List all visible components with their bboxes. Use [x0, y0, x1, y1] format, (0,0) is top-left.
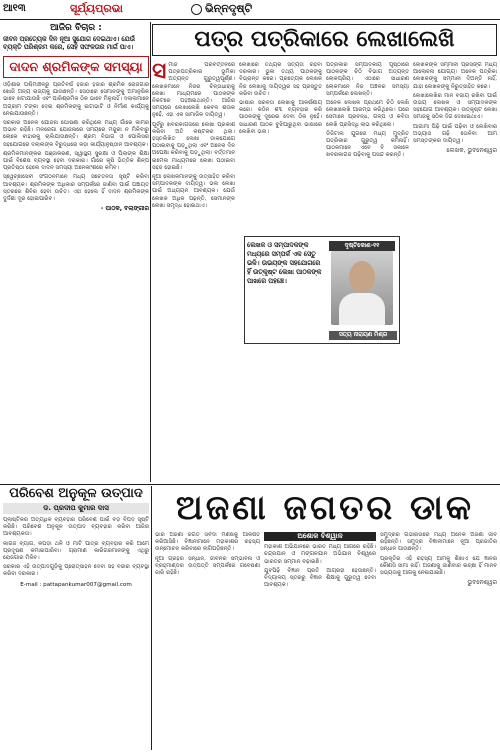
- thought-of-day-quote: ଜୀବନ ପ୍ରତ୍ୟେକ ଦିନ ନୂଆ ସୁଯୋଗ ଦେଇଥାଏ। ଯେଉଁ ବ୍ୟକ୍ତି ପରିଶ୍ରମ କରେ, ସେହି ସଫଳତାର ମାର୍ଗ ପାଏ।: [3, 36, 135, 51]
- article-paragraph: ଲେଖକଙ୍କ ସମ୍ମାନୀ ପ୍ରସଙ୍ଗ ମଧ୍ୟ ଆଲୋଚନା ଯୋଗ୍ୟ। ଅନେକ ପତ୍ରିକା ଲେଖକଙ୍କୁ ସମ୍ମାନୀ ଦିଅନ୍ତି ନାହିଁ, ଯାହା ଲେଖକଙ୍କୁ ନିରୁତ୍ସାହିତ କରେ।: [413, 62, 497, 90]
- main-headline: ପତ୍ର ପତ୍ରିକାରେ ଲେଖାଲେଖି: [152, 24, 497, 56]
- article-paragraph: ସରକାର ଅନେକ ଯୋଜନା ଘୋଷଣା କରିଥିଲେ ମଧ୍ୟ ଗାଁରେ କାମର ଅଭାବ ରହିଛି। ମନରେଗା ଯୋଜନାରେ ସମୟରେ ମଜୁରୀ ନ ମିଳିବାରୁ ଲୋକେ ବାହାରକୁ ଚାଲିଯାଉଛନ୍ତି। ଶ୍ରମ ବିଭାଗ ଓ ପୋଲିସର ସହଯୋଗରେ ଦଲାଲଙ୍କ ବିରୁଦ୍ଧରେ କଡ଼ା କାର୍ଯ୍ୟାନୁଷ୍ଠାନ ଆବଶ୍ୟକ।: [3, 120, 149, 148]
- article-paragraph: ପୂର୍ବରୁ ଖବରକାଗଜରେ ଲେଖା ପ୍ରକାଶ କରିବା ଅତି କଷ୍ଟକର ଥିଲା। ହସ୍ତଲିଖିତ ଲେଖା ଡାକଯୋଗେ ପଠାଇବାକୁ ପଡ଼ୁଥିଲା ଏବଂ ଅନେକ ଦିନ ଅପେକ୍ଷା କରିବାକୁ ପଡ଼ୁଥିଲା। ବର୍ତ୍ତମାନ ଇମେଲ ମାଧ୍ୟମରେ ଲେଖା ପଠାଇବା ସହଜ ହୋଇଛି।: [152, 121, 235, 171]
- article-paragraph: ମହାକାଶ ଅଭିଯାନରେ ଭାରତ ମଧ୍ୟ ଆଗରେ ରହିଛି। ଚନ୍ଦ୍ରଯାନ ଓ ମଙ୍ଗଳଯାନ ଅଭିଯାନ ବିଶ୍ୱରେ ଭାରତର ସମ୍ମାନ ବଢ଼ାଇଛି।: [264, 544, 376, 565]
- article-signoff: - ପାଠକ, ବଲାଙ୍ଗୀର: [100, 205, 149, 213]
- thought-of-day-title: ଆଜିର ବିଚାର :: [50, 23, 102, 33]
- photo-body: [339, 293, 385, 325]
- column-divider: [150, 22, 151, 482]
- article-paragraph: ନୂଆ ଲେଖକମାନଙ୍କୁ ଉତ୍ସାହିତ କରିବା ସମ୍ପାଦକଙ୍କ ଦାୟିତ୍ୱ। ଭଲ ଲେଖା ପାଇଁ ଅଧ୍ୟୟନ ଆବଶ୍ୟକ। ଯେଉଁ ଲେଖକ ଅଧିକ ପଢ଼ନ୍ତି, ସେମାନଙ୍କ ଲେଖା ସମୃଦ୍ଧ ହୋଇଥାଏ।: [152, 174, 235, 209]
- bottom-left-article: [3, 486, 149, 749]
- section-divider: [0, 484, 500, 485]
- author-name: ସତ୍ୟ ନାରାୟଣ ମିଶ୍ର: [329, 331, 397, 340]
- article-author: ଅଶୋକ ବିଶ୍ୱାଳ: [264, 532, 376, 541]
- article-author: ଡ. ପ୍ରଦୀପ କୁମାର ଦାସ: [3, 503, 149, 514]
- author-location: ଭୁବନେଶ୍ୱର: [467, 579, 497, 587]
- photo-head: [349, 261, 375, 293]
- article-headline: ପରିବେଶ ଅନୁକୂଳ ଉତ୍ପାଦ: [9, 486, 143, 501]
- magnifier-icon: [191, 4, 202, 15]
- article-paragraph: କାଗଜ ବ୍ୟାଗ, କପଡ଼ା ଥଳି ଓ ମାଟି ପାତ୍ର ବ୍ୟବହାର କରି ଆମେ ପ୍ରଦୂଷଣ କମାଇପାରିବା। ଗ୍ରାମୀଣ କାରିଗରମାନଙ୍କୁ ଏଥିରୁ ରୋଜଗାର ମିଳିବ।: [3, 540, 149, 562]
- section-name: ଭିନ୍ନଦୃଷ୍ଟି: [205, 2, 253, 15]
- bottom-headline: ଅଜଣା ଜଗତର ଡାକ: [175, 488, 475, 528]
- left-column: [3, 22, 149, 482]
- drop-cap: ସ: [152, 62, 167, 84]
- article-paragraph: ସମୁଦ୍ରର ଗଭୀରତାରେ ମଧ୍ୟ ଅନେକ ଅଜଣା ଜୀବ ରହିଛନ୍ତି। ସମୁଦ୍ର ବିଜ୍ଞାନୀମାନେ ନୂଆ ପ୍ରଜାତିର ସନ୍ଧାନ ପାଉଛନ୍ତି।: [380, 532, 497, 553]
- main-article-col-4: [413, 62, 497, 482]
- masthead: [0, 0, 500, 20]
- author-location: ଲେଖକ, ଭୁବନେଶ୍ୱର: [446, 147, 497, 155]
- article-paragraph: ସ୍ୱେଚ୍ଛାସେବୀ ସଂଗଠନମାନେ ମଧ୍ୟ ସଚେତନତା ସୃଷ୍ଟି କରିବା ଆବଶ୍ୟକ। ଶ୍ରମିକଙ୍କ ଅଧିକାର ସମ୍ପର୍କରେ ଜାଣିବା ପାଇଁ ପଞ୍ଚାୟତ ସ୍ତରରେ ଶିବିର ହେବା ଉଚିତ। ଏହା ହେଲେ ହିଁ ଦାଦନ ଶ୍ରମିକଙ୍କ ଦୁର୍ଦ୍ଦଶା ଦୂର ହୋଇପାରିବ।: [3, 174, 149, 203]
- article-paragraph: ଆଗାମୀ ପିଢ଼ି ପାଇଁ ପଢ଼ିବା ଓ ଲେଖିବାର ଅଭ୍ୟାସ ଗଢ଼ି ତୋଳିବା ଆମ ସମସ୍ତଙ୍କର ଦାୟିତ୍ୱ।: [413, 123, 497, 145]
- page-number: ଆ୧୩: [3, 3, 26, 14]
- article-paragraph: ଲେଖାଲେଖିର ମାନ ବଜାୟ ରଖିବା ପାଇଁ ଉଭୟ ଲେଖକ ଓ ସମ୍ପାଦକଙ୍କ ସହଯୋଗ ଆବଶ୍ୟକ। ଉତ୍କୃଷ୍ଟ ଲେଖା ସମାଜକୁ ସଠିକ ଦିଗ ଦେଖାଇଥାଏ।: [413, 92, 497, 121]
- article-paragraph: ଓଡ଼ିଶାର ପଶ୍ଚିମାଞ୍ଚଳରୁ ପ୍ରତିବର୍ଷ ହଜାର ହଜାର ଶ୍ରମିକ ରୋଜଗାର ଖୋଜି ଅନ୍ୟ ରାଜ୍ୟକୁ ଯାଉଛନ୍ତି। ସେଠାରେ ସେମାନଙ୍କୁ ଅମାନୁଷିକ ଭାବେ ଖଟାଯାଉଛି ଏବଂ ପାରିଶ୍ରମିକ ଠିକ ଭାବେ ମିଳୁନାହିଁ। ଦଲାଲମାନେ ଅଗ୍ରୀମ ଟଙ୍କା ଦେଇ ଶ୍ରମିକଙ୍କୁ ଇଟାଭାଟି ଓ ନିର୍ମାଣ କାର୍ଯ୍ୟକୁ ନେଇଯାଉଛନ୍ତି।: [3, 82, 149, 117]
- article-paragraph: ଯୁବପିଢ଼ି ବିଜ୍ଞାନ ପ୍ରତି ଆଗ୍ରହୀ ହେଉଛନ୍ତି। ବିଦ୍ୟାଳୟ ସ୍ତରରୁ ବିଜ୍ଞାନ ଶିକ୍ଷାକୁ ଗୁରୁତ୍ୱ ଦେବା ଆବଶ୍ୟକ।: [264, 567, 376, 589]
- article-paragraph: ଭାର ଅଜଣା ଜଗତ ସର୍ବଦା ମଣିଷକୁ ଆକର୍ଷିତ କରିଆସିଛି। ବିଜ୍ଞାନୀମାନେ ମହାକାଶର ରହସ୍ୟ ଉନ୍ମୋଚନ କରିବାରେ ଲାଗିପଡ଼ିଛନ୍ତି।: [155, 532, 260, 553]
- article-paragraph: ସରକାର ଏହି ଉତ୍ପାଦଗୁଡ଼ିକୁ ପ୍ରୋତ୍ସାହନ ଦେବା ସହ ବଜାର ବ୍ୟବସ୍ଥା କରିବା ଦରକାର।: [3, 564, 149, 578]
- column-tag: ଦୃଷ୍ଟିକୋଣ-୧୧: [329, 241, 395, 251]
- article-paragraph: ପ୍ଲାଷ୍ଟିକର ଅତ୍ୟଧିକ ବ୍ୟବହାର ପରିବେଶ ପାଇଁ ବଡ଼ ବିପଦ ସୃଷ୍ଟି କରିଛି। ପରିବେଶ ଅନୁକୂଳ ଉତ୍ପାଦ ବ୍ୟବହାର କରିବା ଆଜିର ଆବଶ୍ୟକତା।: [3, 517, 149, 538]
- article-paragraph: ନୂଆ ଗ୍ରହର ସନ୍ଧାନ, ଜୀବନର ସମ୍ଭାବନା ଓ ବ୍ରହ୍ମାଣ୍ଡର ଉତ୍ପତ୍ତି ସମ୍ପର୍କରେ ଗବେଷଣା ଜାରି ରହିଛି।: [155, 555, 260, 577]
- author-email: E-mail : pattapankumar007@gmail.com: [20, 581, 132, 588]
- pull-quote: ଲେଖକ ଓ ସମ୍ପାଦକଙ୍କ ମଧ୍ୟରେ ସମ୍ପର୍କ ଏକ ସେତୁ ଭଳି। ଉଭୟଙ୍କ ସହଯୋଗରେ ହିଁ ଉତ୍କୃଷ୍ଟ ଲେଖା ପାଠକଙ୍କ ପାଖରେ ପହଞ୍ଚେ।: [247, 241, 322, 285]
- article-headline: ଦାଦନ ଶ୍ରମିକଙ୍କ ସମସ୍ୟା: [3, 56, 149, 78]
- article-paragraph: ଲେଖାରେ ତଥ୍ୟର ସତ୍ୟତା ରହିବା ଦରକାର। ଭୁଲ ତଥ୍ୟ ପାଠକଙ୍କୁ ବିଭ୍ରାନ୍ତ କରେ। ପ୍ରତ୍ୟେକ ଲେଖକ ନିଜ ଲେଖାକୁ ଦାୟିତ୍ୱର ସହ ପ୍ରସ୍ତୁତ କରିବା ଉଚିତ।: [239, 62, 322, 97]
- article-paragraph: ପତ୍ରିକାର ସମ୍ପାଦକୀୟ ପୃଷ୍ଠାରେ ପାଠକଙ୍କ ଚିଠି ବିଭାଗ ଅତ୍ୟନ୍ତ ଲୋକପ୍ରିୟ। ଏଠାରେ ସାଧାରଣ ଲୋକମାନେ ନିଜ ଅଞ୍ଚଳର ସମସ୍ୟା ସମ୍ପର୍କରେ ଲେଖନ୍ତି।: [326, 62, 409, 97]
- newspaper-name: ସୂର୍ଯ୍ୟପ୍ରଭା: [70, 2, 123, 15]
- author-box: [244, 236, 400, 344]
- bottom-article-col-3: [380, 532, 497, 750]
- article-paragraph: ଡିଜିଟାଲ ଯୁଗରେ ମଧ୍ୟ ମୁଦ୍ରିତ ପତ୍ରିକାର ଗୁରୁତ୍ୱ କମିନାହିଁ। ପାଠକମାନେ ଏବେ ବି ସକାଳେ ଖବରକାଗଜ ପଢ଼ିବାକୁ ପସନ୍ଦ କରନ୍ତି।: [326, 130, 409, 159]
- article-paragraph: ଶ୍ରମିକମାନଙ୍କର ପଞ୍ଜୀକରଣ, ସ୍ୱାସ୍ଥ୍ୟ ସୁରକ୍ଷା ଓ ପିଲାଙ୍କ ଶିକ୍ଷା ପାଇଁ ବିଶେଷ ବ୍ୟବସ୍ଥା ହେବା ଦରକାର। ଗାଁରେ କୃଷି ଭିତ୍ତିକ ଶିଳ୍ପ ପ୍ରତିଷ୍ଠା ହେଲେ ଦାଦନ ସମସ୍ୟା ଅନେକାଂଶରେ କମିବ।: [3, 150, 149, 172]
- article-paragraph: ଭାଷାର ସରଳତା ଲେଖାକୁ ଆକର୍ଷଣୀୟ କରେ। କଠିନ ଶବ୍ଦ ବ୍ୟବହାର କରି ପାଠକଙ୍କୁ ଦୂରେଇ ଦେବା ଠିକ ନୁହେଁ। ସାଧାରଣ ପାଠକ ବୁଝିପାରୁଥିବା ଭାଷାରେ ଲେଖିବା ଭଲ।: [239, 100, 322, 135]
- article-paragraph: ମାଜ ପରିବର୍ତ୍ତନରେ ପତ୍ରପତ୍ରିକାର ଭୂମିକା ଅତ୍ୟନ୍ତ ଗୁରୁତ୍ୱପୂର୍ଣ୍ଣ। ଲେଖକମାନେ ନିଜର ଚିନ୍ତାଧାରାକୁ ଲେଖା ମାଧ୍ୟମରେ ପାଠକଙ୍କ ନିକଟରେ ପହଞ୍ଚାଇଥାନ୍ତି। ଆଜିର ସମୟରେ ଲେଖାଲେଖି କେବଳ ଶଉକ ନୁହେଁ, ଏହା ଏକ ସାମାଜିକ ଦାୟିତ୍ୱ।: [152, 62, 235, 119]
- column-divider: [151, 486, 152, 750]
- article-paragraph: ପ୍ରକୃତିର ଏହି ରହସ୍ୟ ଆମକୁ ଶିଖାଏ ଯେ ଜ୍ଞାନର କୌଣସି ସୀମା ନାହିଁ। ଅଜଣାକୁ ଜାଣିବାର ଇଚ୍ଛା ହିଁ ମାନବ ସଭ୍ୟତାକୁ ଆଗକୁ ନେଇଯାଇଛି।: [380, 555, 497, 577]
- article-paragraph: ଅନେକ ଲେଖକ ପ୍ରଥମେ ଚିଠି ଲେଖି ଲେଖାଲେଖି ଆରମ୍ଭ କରିଥିଲେ। ପରେ ସେମାନେ ପ୍ରବନ୍ଧ, ଗଳ୍ପ ଓ କବିତା ଲେଖି ପ୍ରସିଦ୍ଧି ଲାଭ କରିଥିଲେ।: [326, 100, 409, 128]
- main-article-col-1: [152, 62, 235, 482]
- author-photo: [331, 251, 393, 325]
- bottom-article-col-1: [155, 532, 260, 750]
- bottom-article-col-2: [264, 532, 376, 750]
